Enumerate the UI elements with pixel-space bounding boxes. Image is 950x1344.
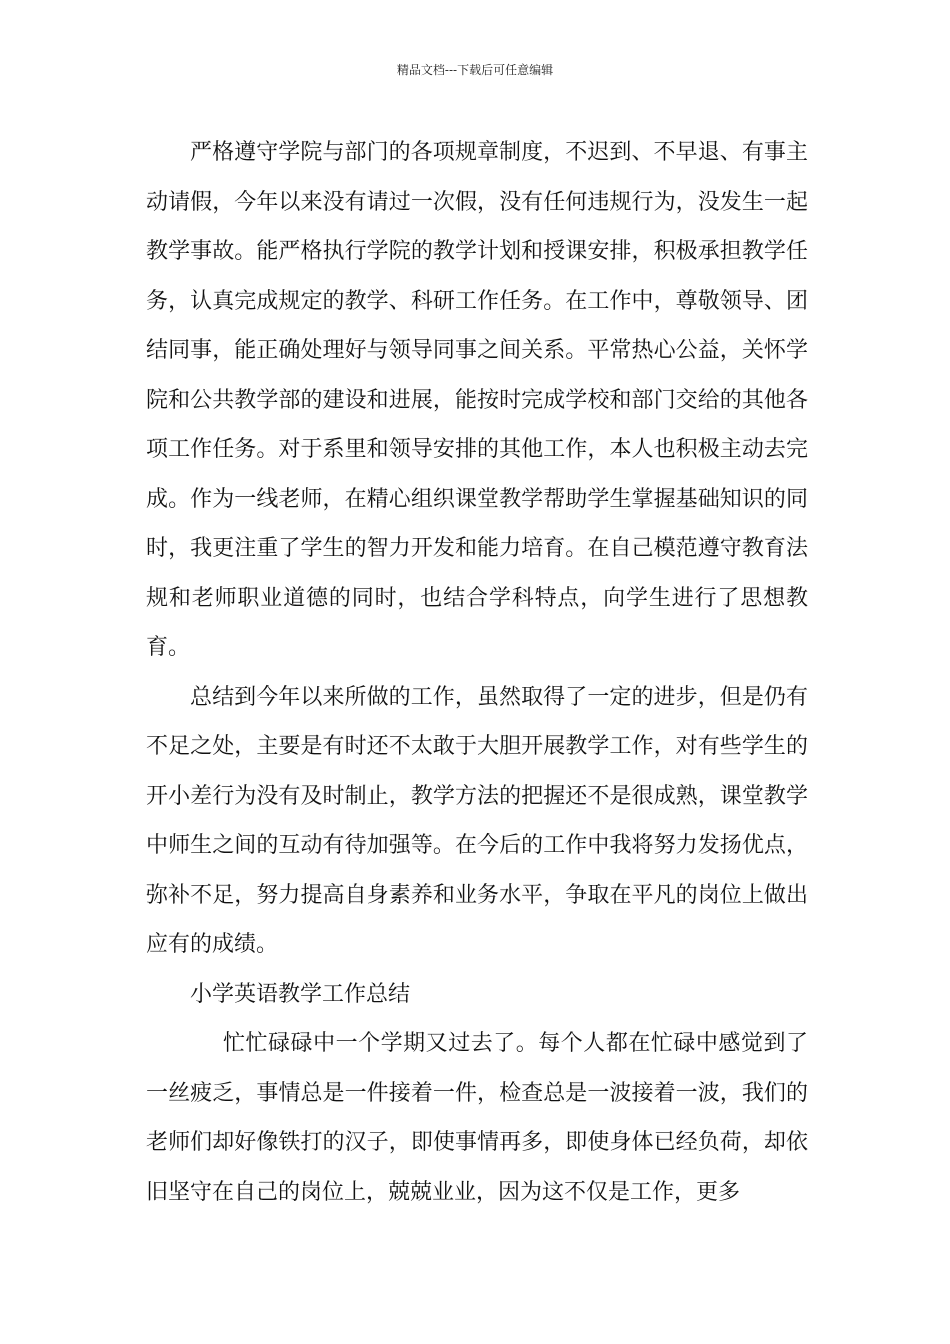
paragraph-conduct: 严格遵守学院与部门的各项规章制度，不迟到、不早退、有事主动请假，今年以来没有请过一次假，没有任何违规行为，没发生一起教学事故。能严格执行学院的教学计划和授课安排，积极承担教学任务，认真完成规定的教学、科研工作任务。在工作中，尊敬领导、团结同事，能正确处理好与领导同事之间关系。平常热心公益，关怀学院和公共教学部的建设和进展，能按时完成学校和部门交给的其他各项工作任务。对于系里和领导安排的其他工作，本人也积极主动去完成。作为一线老师，在精心组织课堂教学帮助学生掌握基础知识的同时，我更注重了学生的智力开发和能力培育。在自己模范遵守教育法规和老师职业道德的同时，也结合学科特点，向学生进行了思想教育。	[146, 140, 808, 660]
section-title: 小学英语教学工作总结	[190, 981, 411, 1007]
page-header: 精品文档---下载后可任意编辑	[396, 63, 554, 77]
document-body	[146, 128, 808, 1217]
paragraph-summary: 总结到今年以来所做的工作，虽然取得了一定的进步，但是仍有不足之处，主要是有时还不太敢于大胆开展教学工作，对有些学生的开小差行为没有及时制止，教学方法的把握还不是很成熟，课堂教学中师生之间的互动有待加强等。在今后的工作中我将努力发扬优点，弥补不足，努力提高自身素养和业务水平，争取在平凡的岗位上做出应有的成绩。	[146, 684, 808, 957]
paragraph-english-summary: 忙忙碌碌中一个学期又过去了。每个人都在忙碌中感觉到了一丝疲乏，事情总是一件接着一件，检查总是一波接着一波，我们的老师们却好像铁打的汉子，即使事情再多，即使身体已经负荷，却依旧坚守在自己的岗位上，兢兢业业，因为这不仅是工作，更多	[146, 1031, 808, 1205]
